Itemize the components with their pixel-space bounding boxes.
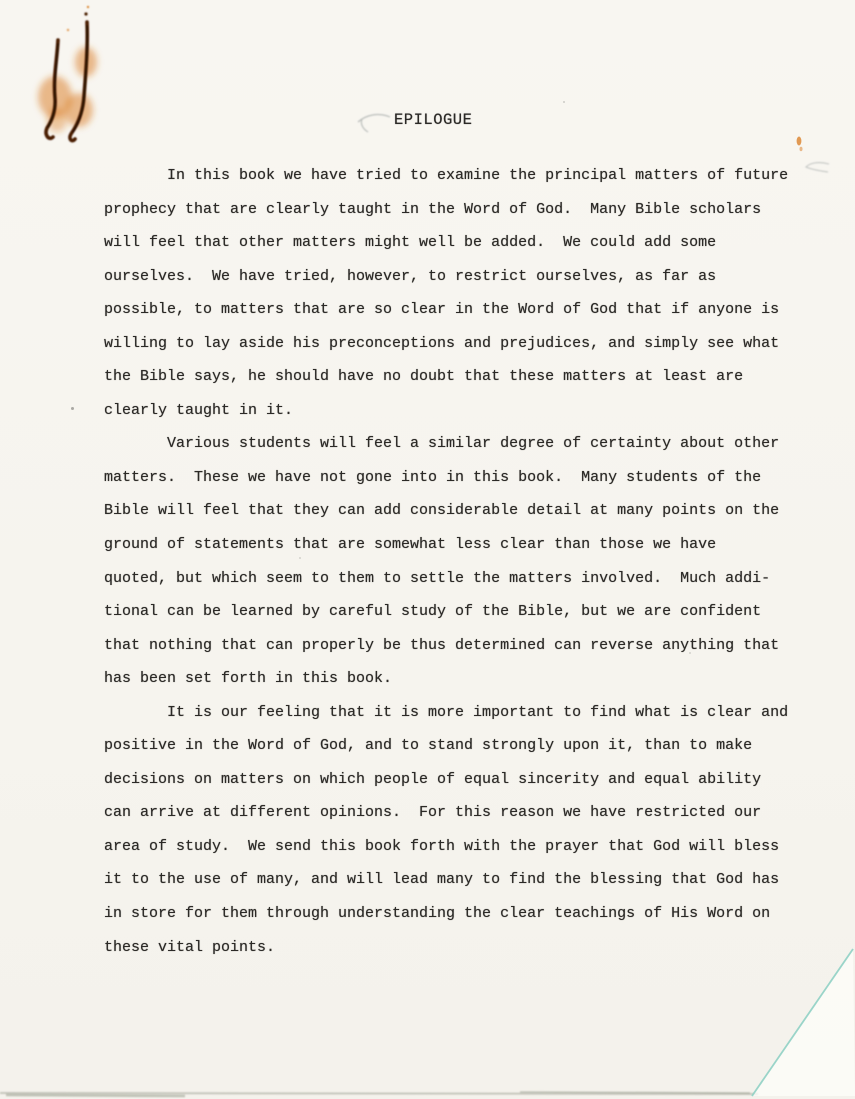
text-line: possible, to matters that are so clear in the Word of God that if anyone is — [104, 301, 780, 319]
text-line: quoted, but which seem to them to settle the matters involved. Much addi- — [104, 569, 771, 587]
text-line: these vital points. — [104, 938, 276, 956]
pencil-annotation-title — [358, 115, 390, 132]
page-title: EPILOGUE — [394, 111, 473, 129]
paragraph — [104, 696, 804, 964]
paragraph — [104, 427, 804, 695]
text-line: ground of statements that are somewhat less clear than those we have — [104, 536, 717, 554]
text-line: area of study. We send this book forth with the prayer that God will bless — [104, 837, 780, 855]
text-line: Various students will feel a similar degree of certainty about other — [104, 435, 780, 453]
text-line: clearly taught in it. — [104, 401, 294, 419]
text-line: matters. These we have not gone into in this book. Many students of the — [104, 468, 762, 486]
text-line: tional can be learned by careful study of the Bible, but we are confident — [104, 603, 762, 621]
rust-stain — [38, 6, 97, 141]
text-line: positive in the Word of God, and to stand strongly upon it, than to make — [104, 737, 753, 755]
text-line: prophecy that are clearly taught in the Word of God. Many Bible scholars — [104, 200, 762, 218]
text-line: it to the use of many, and will lead many to find the blessing that God has — [104, 871, 780, 889]
text-line: will feel that other matters might well be added. We could add some — [104, 234, 717, 252]
text-line: can arrive at different opinions. For this reason we have restricted our — [104, 804, 762, 822]
text-line: In this book we have tried to examine the principal matters of future — [104, 167, 789, 184]
text-line: decisions on matters on which people of equal sincerity and equal ability — [104, 770, 762, 788]
text-line: in store for them through understanding the clear teachings of His Word on — [104, 905, 771, 923]
dust-speck — [689, 652, 691, 654]
text-line: has been set forth in this book. — [104, 670, 393, 688]
corner-page-edge — [752, 949, 855, 1096]
dust-speck — [71, 407, 74, 410]
text-line: It is our feeling that it is more important to find what is clear and — [104, 703, 789, 721]
text-line: willing to lay aside his preconceptions and prejudices, and simply see what — [104, 334, 780, 352]
dust-speck — [299, 557, 301, 559]
text-line: Bible will feel that they can add considerable detail at many points on the — [104, 502, 780, 520]
text-line: that nothing that can properly be thus determined can reverse anything that — [104, 636, 780, 654]
text-line: ourselves. We have tried, however, to restrict ourselves, as far as — [104, 267, 717, 285]
text-line: the Bible says, he should have no doubt that these matters at least are — [104, 368, 744, 386]
paragraph — [104, 159, 804, 427]
bottom-page-edge — [0, 1092, 758, 1096]
document-body — [104, 159, 804, 964]
dust-speck — [563, 101, 565, 103]
